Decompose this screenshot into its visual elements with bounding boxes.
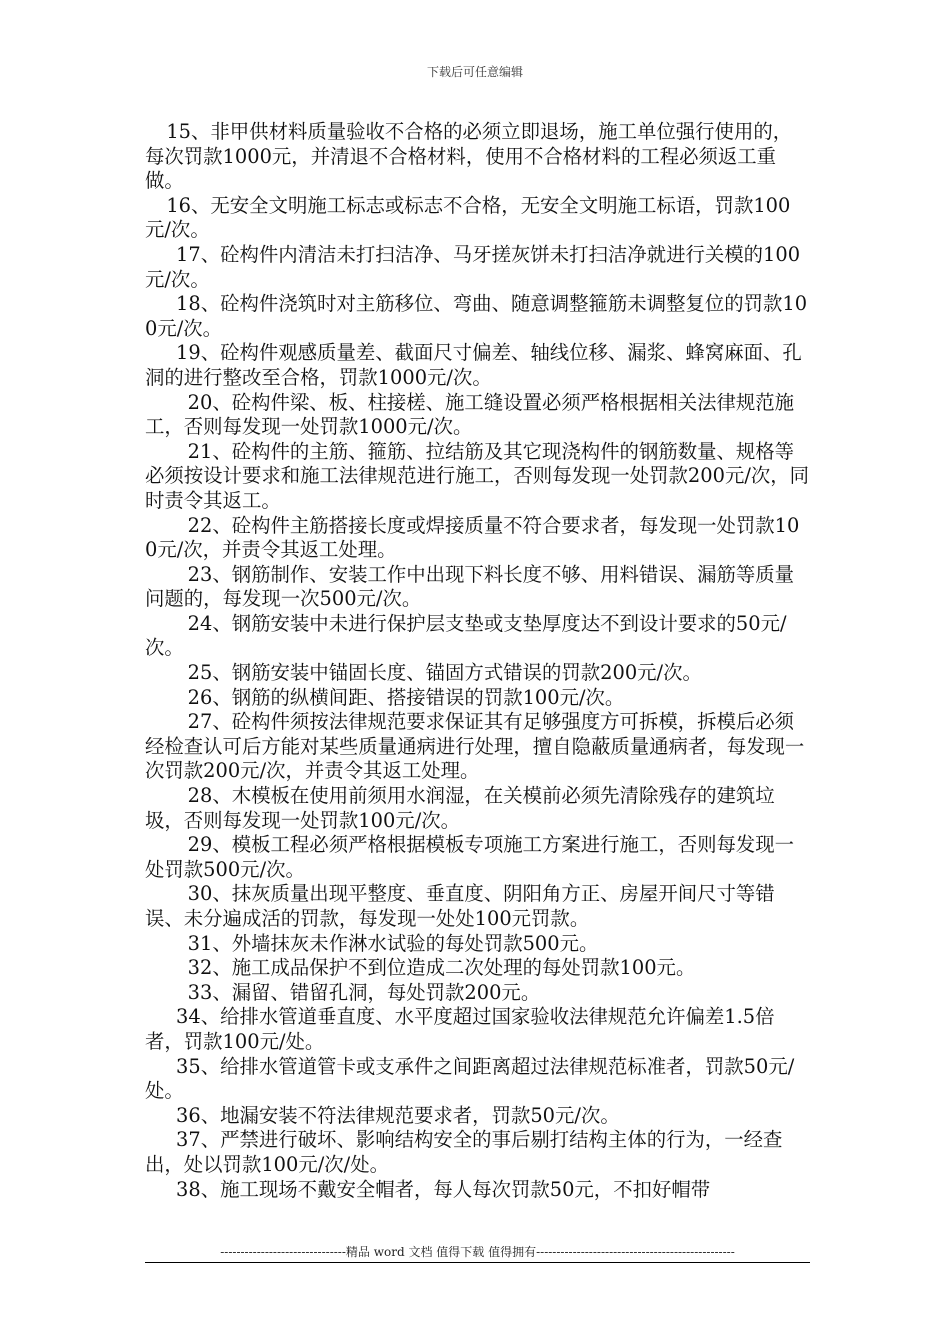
rule-paragraph: 30、抹灰质量出现平整度、垂直度、阴阳角方正、房屋开间尺寸等错误、未分遍成活的罚款，每发现一处处100元罚款。	[145, 882, 775, 930]
rule-paragraph: 21、砼构件的主筋、箍筋、拉结筋及其它现浇构件的钢筋数量、规格等必须按设计要求和施工法律规范进行施工，否则每发现一处罚款200元/次，同时责令其返工。	[145, 439, 810, 512]
rule-paragraph: 22、砼构件主筋搭接长度或焊接质量不符合要求者，每发现一处罚款100元/次，并责令其返工处理。	[145, 513, 800, 562]
rule-paragraph: 32、施工成品保护不到位造成二次处理的每处罚款100元。	[187, 956, 696, 980]
rule-paragraph: 20、砼构件梁、板、柱接槎、施工缝设置必须严格根据相关法律规范施工，否则每发现一处罚款1000元/次。	[145, 390, 795, 439]
rule-paragraph: 28、木模板在使用前须用水润湿，在关模前必须先清除残存的建筑垃圾，否则每发现一处罚款100元/次。	[145, 784, 775, 832]
rule-paragraph: 36、地漏安装不符法律规范要求者，罚款50元/次。	[176, 1103, 620, 1127]
rule-paragraph: 18、砼构件浇筑时对主筋移位、弯曲、随意调整箍筋未调整复位的罚款100元/次。	[145, 292, 808, 340]
rule-paragraph: 23、钢筋制作、安装工作中出现下料长度不够、用料错误、漏筋等质量问题的，每发现一次500元/次。	[145, 562, 795, 611]
rule-paragraph: 25、钢筋安装中锚固长度、锚固方式错误的罚款200元/次。	[187, 661, 702, 685]
document-body	[145, 120, 810, 1202]
rule-paragraph: 27、砼构件须按法律规范要求保证其有足够强度方可拆模，拆模后必须经检查认可后方能对某些质量通病进行处理，擅自隐蔽质量通病者，每发现一次罚款200元/次，并责令其返工处理。	[145, 710, 805, 783]
rule-paragraph: 38、施工现场不戴安全帽者，每人每次罚款50元，不扣好帽带	[176, 1177, 711, 1201]
rule-paragraph: 33、漏留、错留孔洞，每处罚款200元。	[187, 980, 541, 1004]
rule-paragraph: 16、无安全文明施工标志或标志不合格，无安全文明施工标语，罚款100元/次。	[145, 193, 791, 242]
rule-paragraph: 15、非甲供材料质量验收不合格的必须立即退场，施工单位强行使用的，每次罚款1000元，并清退不合格材料，使用不合格材料的工程必须返工重做。	[145, 120, 793, 193]
rule-paragraph: 29、模板工程必须严格根据模板专项施工方案进行施工，否则每发现一处罚款500元/次。	[145, 833, 795, 881]
rule-paragraph: 24、钢筋安装中未进行保护层支垫或支垫厚度达不到设计要求的50元/次。	[145, 611, 787, 660]
rule-paragraph: 26、钢筋的纵横间距、搭接错误的罚款100元/次。	[187, 685, 625, 709]
rule-paragraph: 37、严禁进行破坏、影响结构安全的事后剔打结构主体的行为，一经查出，处以罚款100元/次/处。	[145, 1128, 783, 1176]
footer-divider	[145, 1262, 810, 1263]
rule-paragraph: 17、砼构件内清洁未打扫洁净、马牙搓灰饼未打扫洁净就进行关模的100元/次。	[145, 242, 801, 291]
rule-paragraph: 31、外墙抹灰未作淋水试验的每处罚款500元。	[187, 931, 599, 955]
page-footer: -------------------------------精品 word 文档 值得下载 值得拥有-------------------------------------------------	[220, 1245, 735, 1259]
rule-paragraph: 35、给排水管道管卡或支承件之间距离超过法律规范标准者，罚款50元/处。	[145, 1054, 795, 1103]
page-header: 下载后可任意编辑	[426, 65, 523, 79]
rule-paragraph: 34、给排水管道垂直度、水平度超过国家验收法律规范允许偏差1.5倍者，罚款100元/处。	[145, 1005, 775, 1053]
rule-paragraph: 19、砼构件观感质量差、截面尺寸偏差、轴线位移、漏浆、蜂窝麻面、孔洞的进行整改至合格，罚款1000元/次。	[145, 341, 802, 389]
